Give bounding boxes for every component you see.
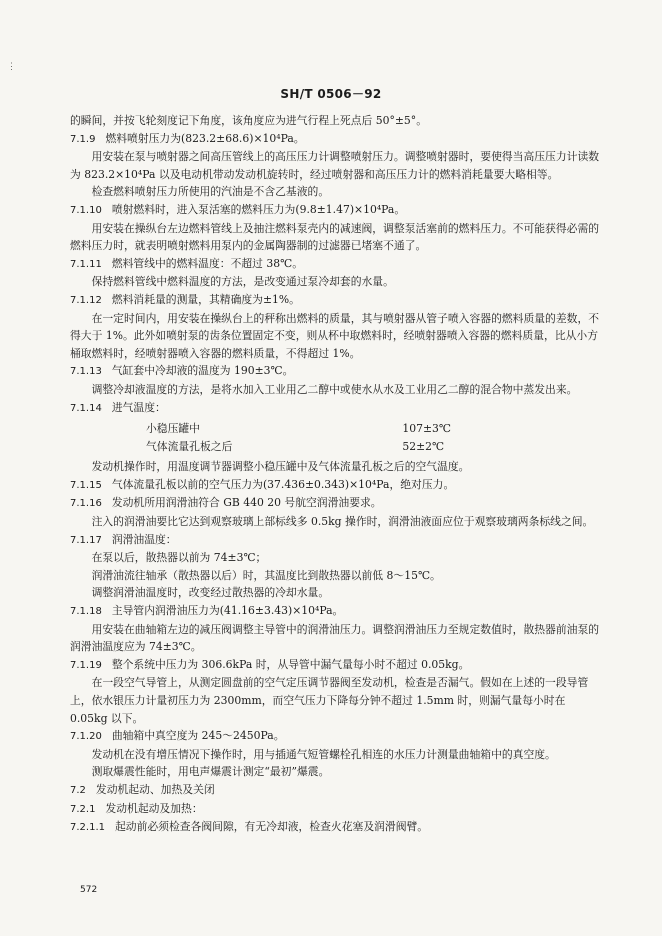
page-number: 572 (80, 885, 98, 895)
paragraph: 调整润滑油温度时，改变经过散热器的冷却水量。 (91, 586, 330, 600)
section-number: 7.2.1 (70, 803, 96, 815)
section-heading (70, 291, 600, 310)
paragraph: 在一段空气导管上，从测定圆盘前的空气定压调节器阀至发动机，检查是否漏气。假如在上述的一段导管上，依水银压力计量初压力为 2300mm，而空气压力下降每分钟不超过 1.5mm 时，则漏气量每小时在 0.05kg 以下。 (70, 676, 589, 725)
paragraph: 测取爆震性能时，用电声爆震计测定“最初”爆震。 (91, 765, 330, 779)
row-label: 小稳压罐中 (146, 422, 200, 436)
paragraph: 在泵以后，散热器以前为 74±3℃； (91, 551, 267, 565)
section-heading (70, 727, 600, 746)
section-number: 7.1.16 (70, 498, 102, 510)
section-heading (70, 656, 600, 675)
section-text: 燃料喷射压力为(823.2±68.6)×10⁴Pa。 (105, 131, 305, 145)
section-text: 气体流量孔板以前的空气压力为(37.436±0.343)×10⁴Pa，绝对压力。 (111, 477, 455, 491)
document-body (70, 112, 600, 837)
section-heading (70, 399, 600, 418)
section-heading (70, 494, 600, 513)
paragraph: 用安装在操纵台左边燃料管线上及抽注燃料泵壳内的减速阀，调整泵活塞前的燃料压力。不可能获得必需的燃料压力时，就表明喷射燃料用泵内的金属陶器制的过滤器已堵塞不通了。 (70, 221, 600, 253)
paragraph: 在一定时间内，用安装在操纵台上的秤称出燃料的质量，其与喷射器从管子喷入容器的燃料质量的差数，不得大于 1%。此外如喷射泵的齿条位置固定不变，则从杯中取燃料时，经喷射器喷入容器的燃料质量，比从小方桶取燃料时，经喷射器喷入容器的燃料质量，不得超过 1%。 (70, 311, 600, 360)
section-number: 7.1.19 (70, 659, 102, 671)
section-number: 7.1.20 (70, 731, 102, 743)
paragraph: 发动机操作时，用温度调节器调整小稳压罐中及气体流量孔板之后的空气温度。 (91, 460, 470, 474)
paragraph: 发动机在没有增压情况下操作时，用与插通气短管螺栓孔相连的水压力计测量曲轴箱中的真空度。 (91, 747, 556, 761)
section-text: 进气温度： (111, 400, 166, 414)
section-text: 整个系统中压力为 306.6kPa 时，从导管中漏气量每小时不超过 0.05kg。 (111, 657, 470, 671)
page-header: SH/T 0506－92 (280, 87, 382, 101)
row-value: 107±3℃ (402, 422, 451, 436)
section-text: 燃料消耗量的测量，其精确度为±1%。 (111, 292, 300, 306)
section-heading (70, 531, 600, 550)
paragraph: 检查燃料喷射压力所使用的汽油是不含乙基液的。 (91, 185, 330, 199)
section-heading (70, 255, 600, 274)
section-number: 7.1.17 (70, 534, 102, 546)
section-number: 7.1.15 (70, 479, 102, 491)
intake-temperature-table (146, 420, 451, 455)
paragraph: 注入的润滑油要比它达到观察玻璃上部标线多 0.5kg 操作时，润滑油液面应位于观察玻璃两条标线之间。 (91, 515, 594, 529)
paragraph: 用安装在泵与喷射器之间高压管线上的高压压力计调整喷射压力。调整喷射器时，要使得当高压压力计读数为 823.2×10⁴Pa 以及电动机带动发动机旋转时，经过喷射器和高压压力计的燃料消耗量要大略相等。 (70, 150, 600, 181)
row-label: 气体流量孔板之后 (146, 439, 233, 453)
section-heading (70, 781, 600, 800)
section-heading (70, 362, 600, 381)
section-number: 7.1.9 (70, 133, 96, 145)
row-value: 52±2℃ (402, 439, 445, 453)
section-text: 发动机起动及加热： (105, 801, 203, 815)
paragraph: 调整冷却液温度的方法，是将水加入工业用乙二醇中或使水从水及工业用乙二醇的混合物中蒸发出来。 (91, 382, 578, 396)
section-text: 气缸套中冷却液的温度为 190±3℃。 (111, 364, 294, 378)
section-text: 燃料管线中的燃料温度：不超过 38℃。 (111, 256, 304, 270)
section-number: 7.1.13 (70, 366, 102, 378)
section-text: 主导管内润滑油压力为(41.16±3.43)×10⁴Pa。 (111, 604, 344, 618)
section-text: 发动机所用润滑油符合 GB 440 20 号航空润滑油要求。 (111, 496, 382, 510)
paragraph: 用安装在曲轴箱左边的减压阀调整主导管中的润滑油压力。调整润滑油压力至规定数值时，散热器前油泵的润滑油温度应为 74±3℃。 (70, 622, 600, 654)
section-heading (70, 818, 600, 837)
paragraph: 保持燃料管线中燃料温度的方法，是改变通过泵冷却套的水量。 (91, 275, 394, 289)
table-row (146, 420, 451, 438)
section-text: 喷射燃料时，进入泵活塞的燃料压力为(9.8±1.47)×10⁴Pa。 (111, 202, 406, 216)
section-text: 发动机起动、加热及关闭 (95, 782, 215, 796)
section-text: 曲轴箱中真空度为 245～2450Pa。 (111, 729, 285, 743)
section-number: 7.1.12 (70, 294, 102, 306)
section-text: 起动前必须检查各阀间隙，有无冷却液，检查火花塞及润滑阀臂。 (115, 820, 429, 834)
section-number: 7.1.14 (70, 402, 102, 414)
section-number: 7.2 (70, 784, 86, 796)
section-number: 7.2.1.1 (70, 822, 105, 834)
section-heading (70, 602, 600, 621)
paragraph: 的瞬间，并按飞轮刻度记下角度，该角度应为进气行程上死点后 50°±5°。 (70, 114, 427, 127)
section-heading (70, 201, 600, 220)
section-number: 7.1.11 (70, 258, 102, 270)
section-heading (70, 800, 600, 819)
section-number: 7.1.18 (70, 606, 102, 618)
section-text: 润滑油温度： (111, 532, 177, 546)
section-heading (70, 476, 600, 495)
paragraph: 润滑油流往轴承（散热器以后）时，其温度比到散热器以前低 8～15℃。 (91, 568, 441, 582)
section-heading (70, 130, 600, 149)
table-row (146, 438, 451, 456)
section-number: 7.1.10 (70, 204, 102, 216)
scan-mark: ⋮ (7, 62, 16, 72)
